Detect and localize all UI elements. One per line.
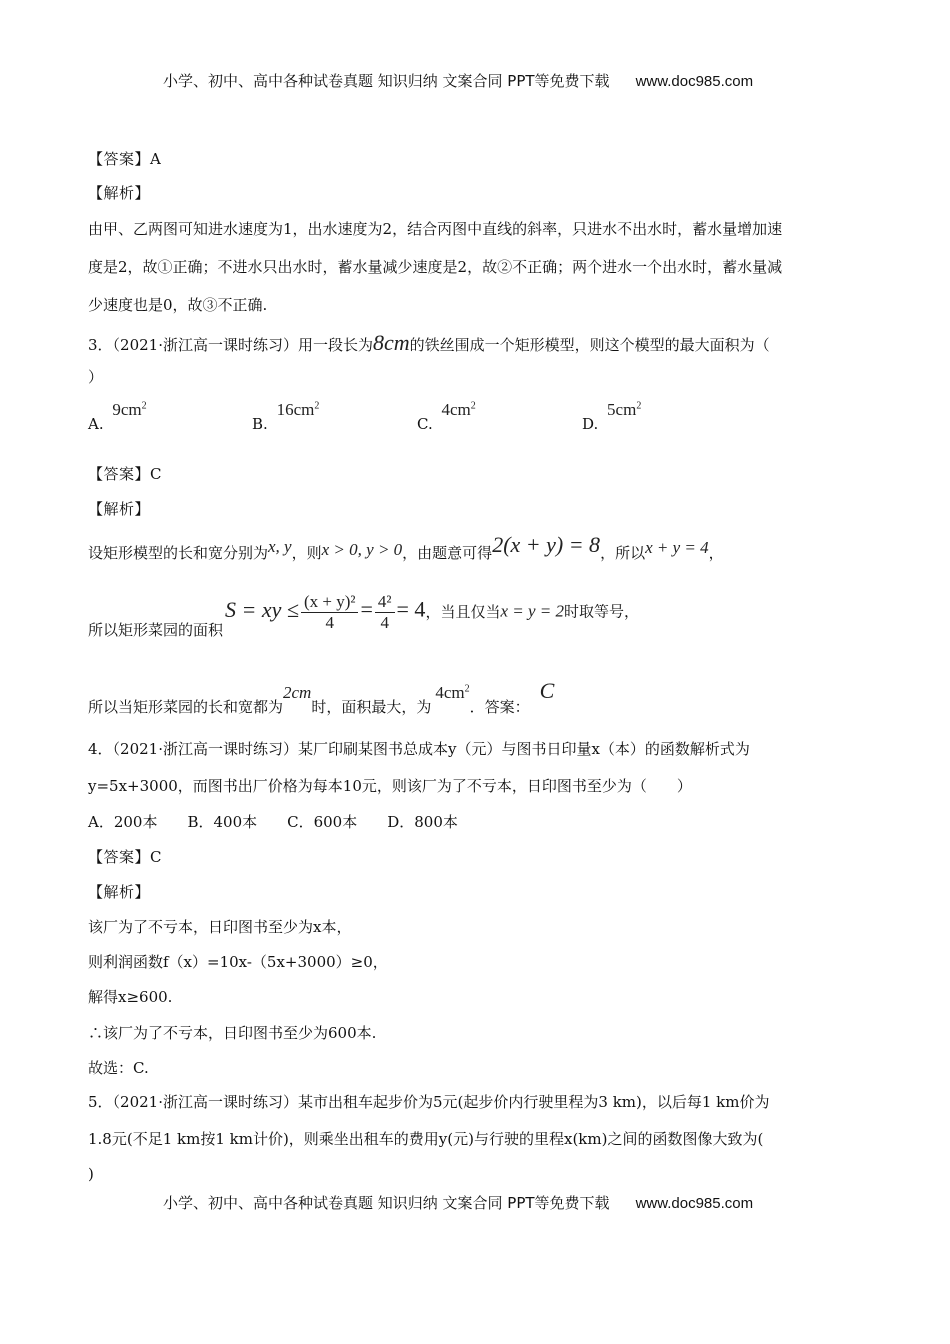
math: 2cm [283, 683, 312, 702]
q3-stem [88, 330, 770, 356]
text: 设矩形模型的长和宽分别为 [88, 544, 269, 562]
text: ，由题意可得 [402, 544, 493, 562]
math: x + y = 4 [645, 538, 709, 557]
fraction-1: $\frac{\text{(x + y)²}}{4}$ [301, 592, 359, 633]
option-label: B. [252, 415, 268, 433]
text: 时，面积最大，为 [311, 698, 432, 716]
math: = [360, 596, 373, 622]
q4-analysis-line-2: 则利润函数f（x）=10x-（5x+3000）≥0， [88, 953, 388, 971]
q4-analysis-label: 【解析】 [88, 883, 151, 901]
q3-answer: 【答案】C [88, 465, 162, 483]
page-footer [163, 1192, 753, 1213]
math: S = xy ≤ [225, 596, 299, 622]
math: x > 0, y > 0 [321, 540, 403, 559]
q4-analysis-line-1: 该厂为了不亏本，日印图书至少为x本， [88, 918, 352, 936]
text: ，当且仅当 [425, 602, 501, 621]
text: 所以当矩形菜园的长和宽都为 [88, 698, 284, 716]
math: C [539, 678, 555, 703]
option-label: D. [582, 415, 599, 433]
text: 时取等号， [564, 602, 640, 621]
math: x, y [268, 537, 292, 556]
page-header [163, 70, 753, 91]
option-value: $16cm^2$ [276, 400, 320, 419]
q3-analysis-label: 【解析】 [88, 500, 151, 518]
q3-analysis-line-2 [88, 592, 640, 639]
q2-answer: 【答案】A [88, 150, 162, 168]
math: $4cm^2$ [435, 683, 470, 702]
q3-option-b[interactable] [252, 400, 320, 433]
q3-stem-text-b: 的铁丝围成一个矩形模型，则这个模型的最大面积为（ [409, 336, 770, 354]
option-label: A. [88, 415, 104, 433]
q2-analysis-label: 【解析】 [88, 184, 151, 202]
option-value: $5cm^2$ [607, 400, 642, 419]
q4-answer: 【答案】C [88, 848, 162, 866]
q5-stem-line-2: 1.8元(不足1 km按1 km计价)，则乘坐出租车的费用y(元)与行驶的里程x(km)之间的函数图像大致为( [88, 1130, 764, 1148]
option-label: C. [417, 415, 433, 433]
q5-stem-line-3: ) [88, 1165, 94, 1183]
text: ， [708, 544, 724, 562]
q3-stem-text-a: 3．（2021·浙江高一课时练习）用一段长为 [88, 336, 373, 354]
text: ．答案： [469, 698, 530, 716]
q3-option-c[interactable] [417, 400, 476, 433]
math: x = y = 2 [500, 601, 564, 621]
text: ，所以 [600, 544, 646, 562]
q4-options[interactable]: A．200本 B．400本 C．600本 D．800本 [88, 813, 458, 831]
q4-stem-line-1: 4．（2021·浙江高一课时练习）某厂印刷某图书总成本y（元）与图书日印量x（本）的函数解析式为 [88, 740, 750, 758]
q2-analysis-line-2: 度是2，故①正确；不进水只出水时，蓄水量减少速度是2，故②不正确；两个进水一个出水时，蓄水量减 [88, 258, 783, 276]
q3-option-d[interactable] [582, 400, 642, 433]
math: 2(x + y) = 8 [492, 532, 601, 557]
option-value: $4cm^2$ [441, 400, 476, 419]
q2-analysis-line-1: 由甲、乙两图可知进水速度为1，出水速度为2，结合丙图中直线的斜率，只进水不出水时，蓄水量增加速 [88, 220, 783, 238]
header-text: 小学、初中、高中各种试卷真题 知识归纳 文案合同 PPT等免费下载 [163, 72, 610, 90]
q2-analysis-line-3: 少速度也是0，故③不正确. [88, 296, 268, 314]
q4-analysis-line-5: 故选：C. [88, 1059, 149, 1077]
option-value: $9cm^2$ [112, 400, 147, 419]
q4-analysis-line-3: 解得x≥600. [88, 988, 173, 1006]
fraction-2: $\frac{\text{4²}}{4}$ [375, 592, 395, 633]
header-url[interactable]: www.doc985.com [635, 73, 754, 90]
q3-analysis-line-3 [88, 678, 555, 716]
q3-stem-line-2: ） [88, 368, 104, 386]
text: 所以矩形菜园的面积 [88, 620, 224, 639]
text: ，则 [291, 544, 322, 562]
q3-stem-math: 8cm [373, 330, 410, 355]
q4-analysis-line-4: ∴该厂为了不亏本，日印图书至少为600本. [88, 1024, 377, 1042]
q5-stem-line-1: 5．（2021·浙江高一课时练习）某市出租车起步价为5元(起步价内行驶里程为3 km)，以后每1 km价为 [88, 1093, 770, 1111]
q3-analysis-line-1 [88, 532, 724, 564]
q4-stem-line-2: y=5x+3000，而图书出厂价格为每本10元，则该厂为了不亏本，日印图书至少为（ ） [88, 777, 692, 795]
footer-text: 小学、初中、高中各种试卷真题 知识归纳 文案合同 PPT等免费下载 [163, 1194, 610, 1212]
footer-url[interactable]: www.doc985.com [635, 1195, 754, 1212]
q3-option-a[interactable] [88, 400, 147, 433]
math: = 4 [396, 596, 426, 622]
